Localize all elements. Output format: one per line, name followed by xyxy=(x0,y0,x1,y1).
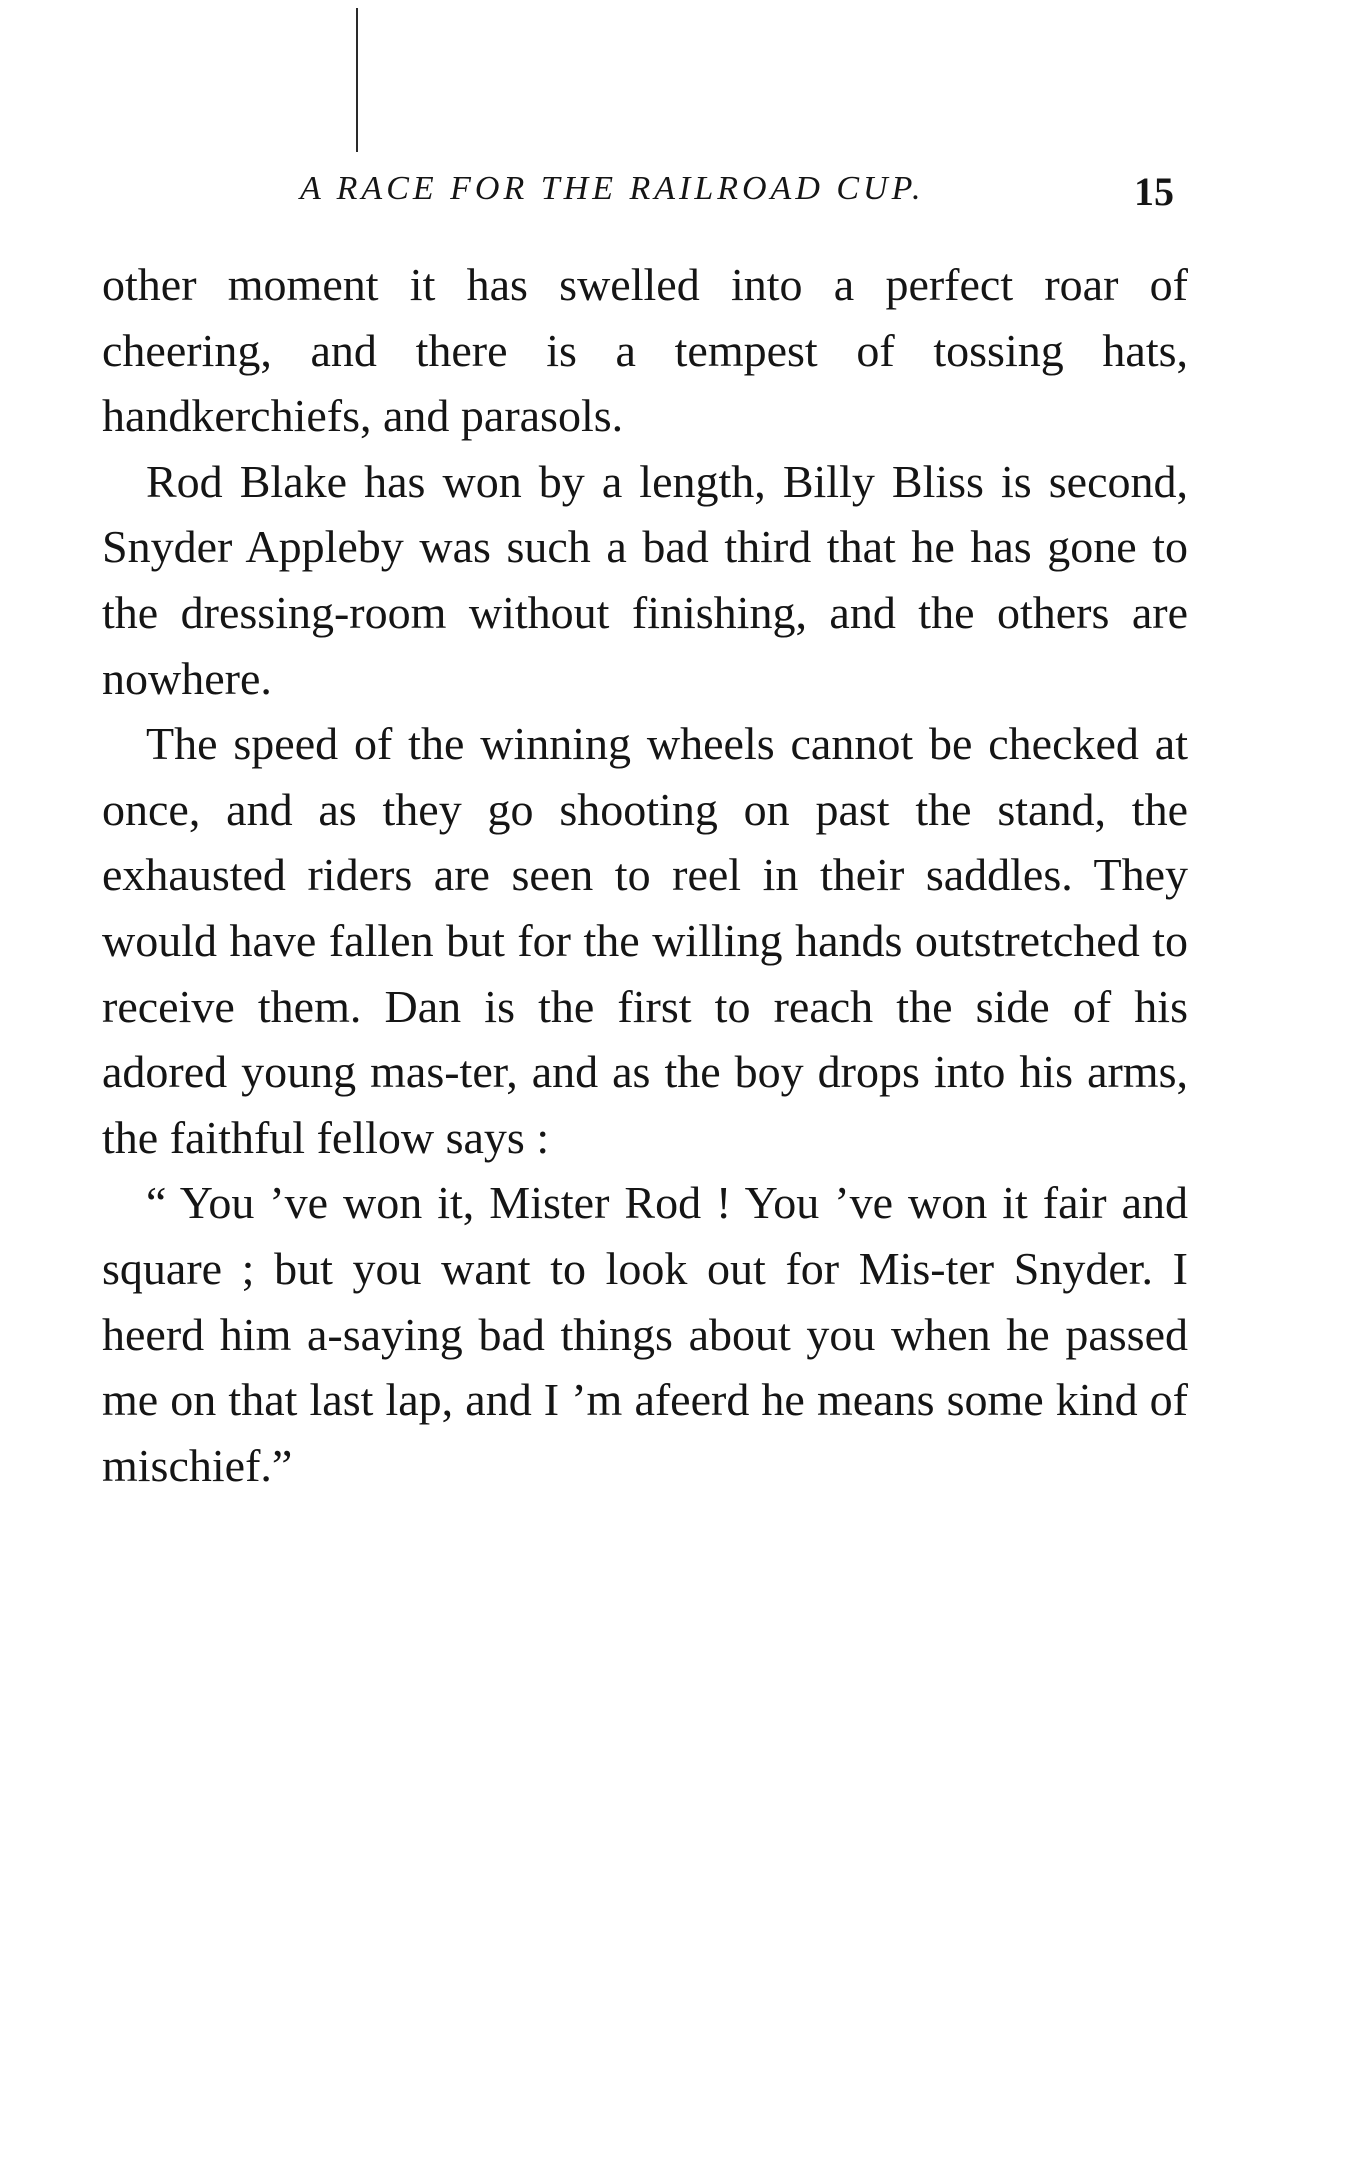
paragraph-2: Rod Blake has won by a length, Billy Bliss is second, Snyder Appleby was such a bad third that he has gone to the dressing-room without finishing, and the others are nowhere. xyxy=(102,455,1188,704)
running-title: A RACE FOR THE RAILROAD CUP. xyxy=(300,170,925,207)
gutter-line xyxy=(356,8,358,152)
paragraph-3: The speed of the winning wheels cannot be checked at once, and as they go shooting on past the stand, the exhausted riders are seen to reel in their saddles. They would have fallen but for the willing hands outstretched to receive them. Dan is the first to reach the side of his adored young mas-ter, and as the boy drops into his arms, the faithful fellow says : xyxy=(102,718,1188,1163)
paragraph-4: “ You ’ve won it, Mister Rod ! You ’ve won it fair and square ; but you want to look out for Mis-ter Snyder. I heerd him a-saying bad things about you when he passed me on that last lap, and I ’m afeerd he means some kind of mischief.” xyxy=(102,1177,1188,1491)
running-head xyxy=(0,170,1372,220)
body-text xyxy=(102,252,1188,1498)
paragraph-1: other moment it has swelled into a perfect roar of cheering, and there is a tempest of tossing hats, handkerchiefs, and parasols. xyxy=(102,259,1188,442)
page-number: 15 xyxy=(1134,169,1174,214)
